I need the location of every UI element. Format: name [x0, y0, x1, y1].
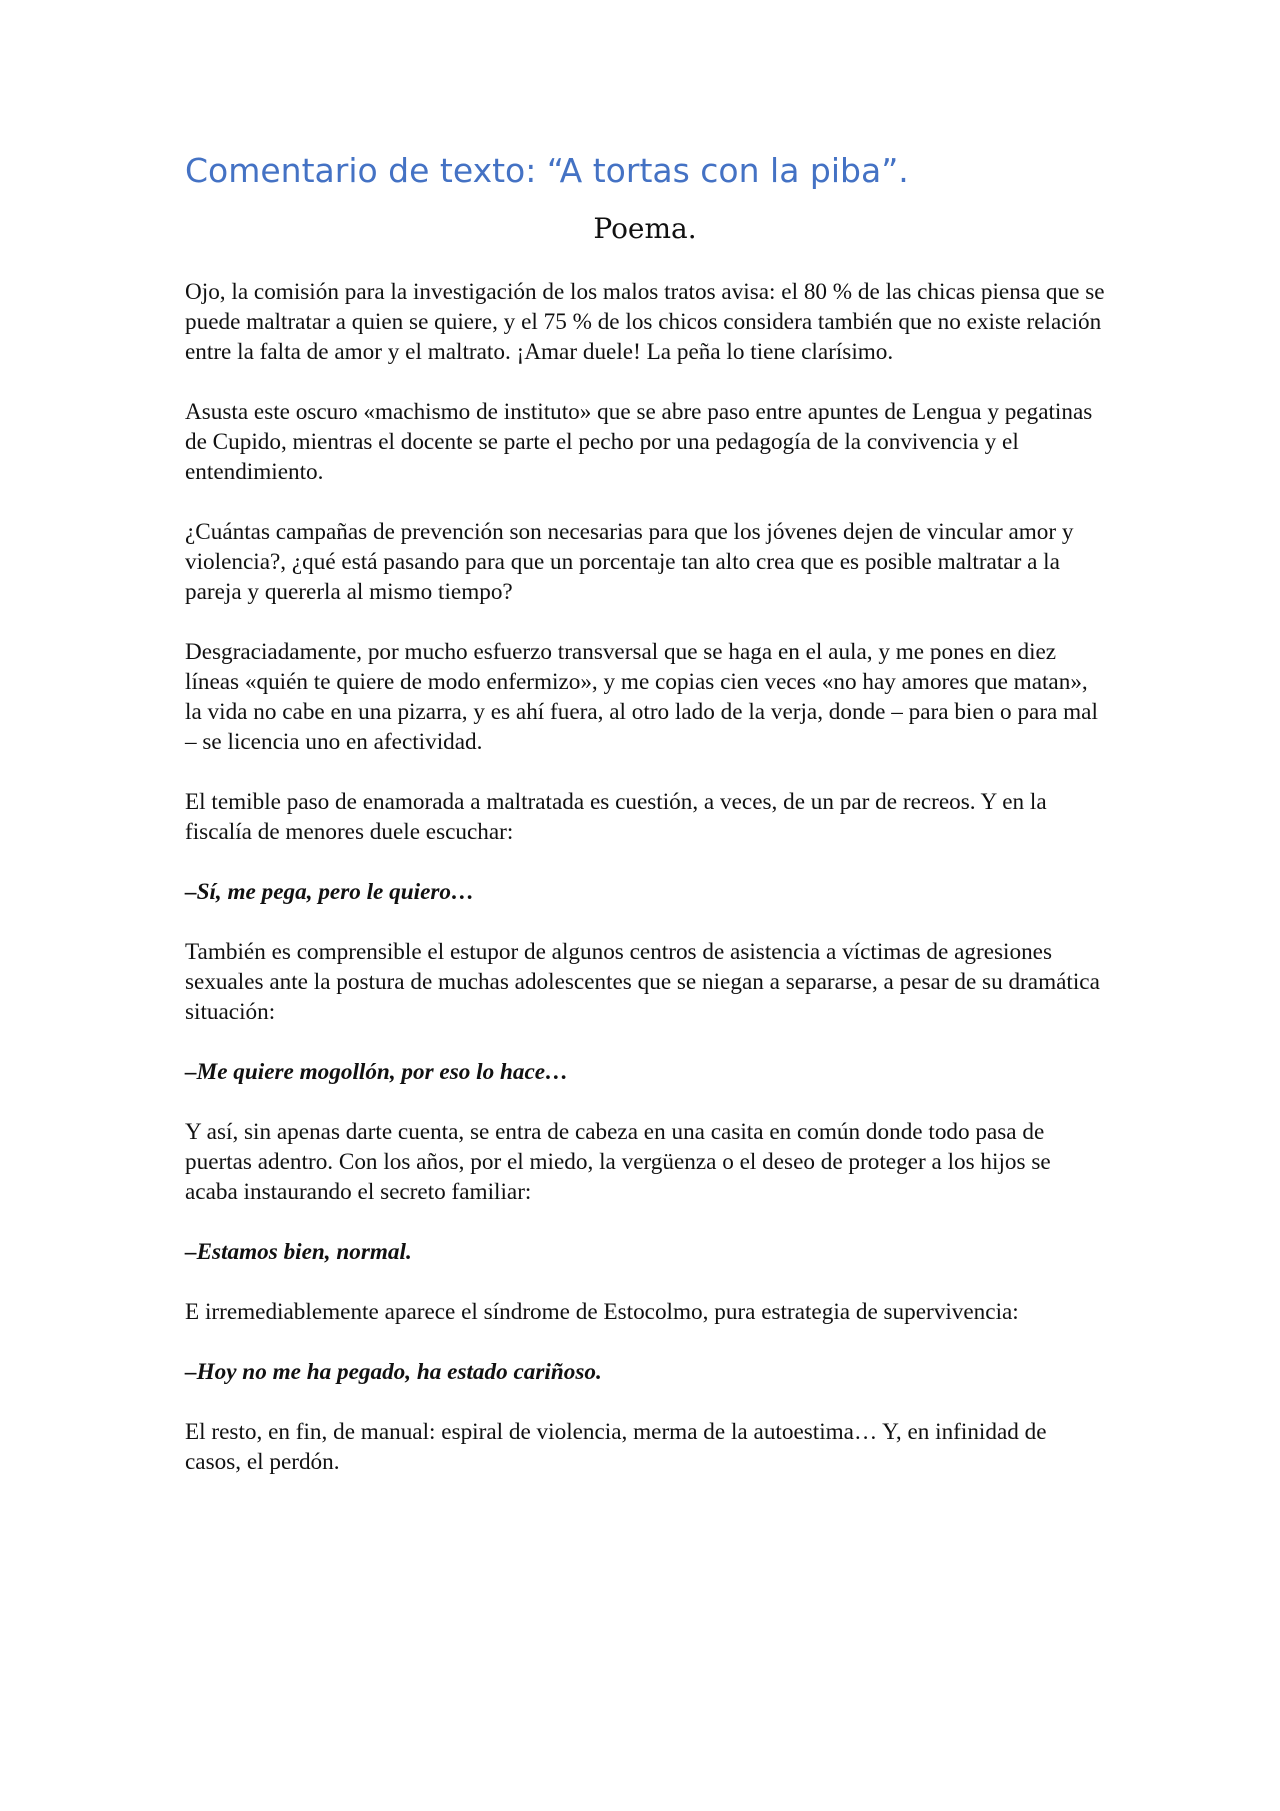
quote-line: –Sí, me pega, pero le quiero…: [185, 879, 475, 906]
paragraph: El temible paso de enamorada a maltratada es cuestión, a veces, de un par de recreos. Y en la fiscalía de menores duele escuchar:: [185, 789, 1047, 846]
paragraph: ¿Cuántas campañas de prevención son necesarias para que los jóvenes dejen de vincular amor y violencia?, ¿qué está pasando para que un porcentaje tan alto crea que es posible maltratar a la pareja y quererla al mismo tiempo?: [185, 519, 1074, 606]
quote-line: –Hoy no me ha pegado, ha estado cariñoso.: [185, 1359, 602, 1386]
document-subtitle: Poema.: [593, 211, 697, 245]
quote-line: –Me quiere mogollón, por eso lo hace…: [185, 1059, 569, 1086]
paragraph: Asusta este oscuro «machismo de instituto» que se abre paso entre apuntes de Lengua y pegatinas de Cupido, mientras el docente se parte el pecho por una pedagogía de la convivencia y el entendimiento.: [185, 399, 1093, 486]
paragraph: El resto, en fin, de manual: espiral de violencia, merma de la autoestima… Y, en infinidad de casos, el perdón.: [185, 1419, 1047, 1476]
paragraph: Y así, sin apenas darte cuenta, se entra de cabeza en una casita en común donde todo pasa de puertas adentro. Con los años, por el miedo, la vergüenza o el deseo de proteger a los hijos se acaba instaurando el secreto familiar:: [185, 1119, 1051, 1206]
quote-line: –Estamos bien, normal.: [185, 1239, 412, 1266]
paragraph: E irremediablemente aparece el síndrome de Estocolmo, pura estrategia de supervivencia:: [185, 1299, 1019, 1326]
paragraph: Ojo, la comisión para la investigación de los malos tratos avisa: el 80 % de las chicas piensa que se puede maltratar a quien se quiere, y el 75 % de los chicos considera también que no existe relación entre la falta de amor y el maltrato. ¡Amar duele! La peña lo tiene clarísimo.: [185, 279, 1105, 366]
paragraph: También es comprensible el estupor de algunos centros de asistencia a víctimas de agresiones sexuales ante la postura de muchas adolescentes que se niegan a separarse, a pesar de su dramática situación:: [185, 939, 1100, 1026]
document-body: [185, 150, 1105, 1507]
paragraph: Desgraciadamente, por mucho esfuerzo transversal que se haga en el aula, y me pones en diez líneas «quién te quiere de modo enfermizo», y me copias cien veces «no hay amores que matan», la vida no cabe en una pizarra, y es ahí fuera, al otro lado de la verja, donde – para bien o para mal – se licencia uno en afectividad.: [185, 639, 1098, 756]
document-title: Comentario de texto: “A tortas con la piba”.: [185, 151, 909, 190]
